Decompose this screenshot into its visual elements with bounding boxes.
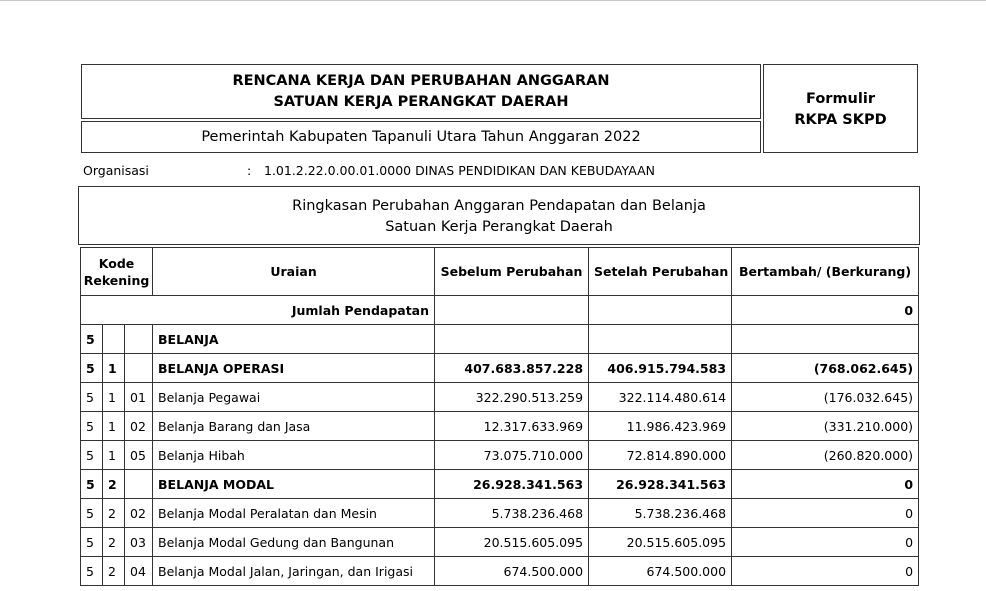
jumlah-pendapatan-setelah — [589, 296, 732, 325]
kode-level2-cell: 2 — [103, 528, 125, 557]
sebelum-perubahan-cell: 5.738.236.468 — [435, 499, 589, 528]
kode-level1-cell: 5 — [81, 412, 103, 441]
table-row — [81, 383, 919, 412]
uraian-cell: Belanja Barang dan Jasa — [153, 412, 435, 441]
setelah-perubahan-cell: 20.515.605.095 — [589, 528, 732, 557]
bertambah-berkurang-cell: (176.032.645) — [732, 383, 919, 412]
form-label: Formulir — [806, 91, 875, 107]
kode-level2-cell: 2 — [103, 557, 125, 586]
summary-heading-box — [78, 186, 920, 245]
table-row — [81, 470, 919, 499]
kode-level1-cell: 5 — [81, 354, 103, 383]
kode-level3-cell: 02 — [125, 499, 153, 528]
kode-level3-cell: 03 — [125, 528, 153, 557]
table-row — [81, 354, 919, 383]
uraian-cell: Belanja Modal Jalan, Jaringan, dan Irigasi — [153, 557, 435, 586]
kode-level2-cell: 2 — [103, 499, 125, 528]
sebelum-perubahan-cell: 322.290.513.259 — [435, 383, 589, 412]
document-subtitle: Pemerintah Kabupaten Tapanuli Utara Tahun Anggaran 2022 — [81, 121, 761, 153]
kode-level2-cell: 1 — [103, 383, 125, 412]
summary-heading-line2: Satuan Kerja Perangkat Daerah — [385, 219, 613, 235]
bertambah-berkurang-cell: (260.820.000) — [732, 441, 919, 470]
organization-colon: : — [247, 163, 252, 178]
kode-level3-cell: 01 — [125, 383, 153, 412]
jumlah-pendapatan-label: Jumlah Pendapatan — [81, 296, 435, 325]
document-title-box — [81, 64, 761, 119]
table-row — [81, 528, 919, 557]
jumlah-pendapatan-sebelum — [435, 296, 589, 325]
table-header-row — [81, 248, 919, 296]
header-setelah-perubahan: Setelah Perubahan — [589, 248, 732, 296]
uraian-cell: Belanja Hibah — [153, 441, 435, 470]
table-row — [81, 441, 919, 470]
sebelum-perubahan-cell — [435, 325, 589, 354]
setelah-perubahan-cell: 322.114.480.614 — [589, 383, 732, 412]
kode-level3-cell — [125, 354, 153, 383]
setelah-perubahan-cell: 72.814.890.000 — [589, 441, 732, 470]
kode-level3-cell — [125, 470, 153, 499]
sebelum-perubahan-cell: 20.515.605.095 — [435, 528, 589, 557]
sebelum-perubahan-cell: 407.683.857.228 — [435, 354, 589, 383]
kode-level1-cell: 5 — [81, 383, 103, 412]
bertambah-berkurang-cell: (331.210.000) — [732, 412, 919, 441]
bertambah-berkurang-cell — [732, 325, 919, 354]
setelah-perubahan-cell: 11.986.423.969 — [589, 412, 732, 441]
form-code-box — [763, 64, 918, 153]
kode-level1-cell: 5 — [81, 470, 103, 499]
kode-level2-cell: 2 — [103, 470, 125, 499]
document-title-line1: RENCANA KERJA DAN PERUBAHAN ANGGARAN — [232, 73, 610, 89]
header-sebelum-perubahan: Sebelum Perubahan — [435, 248, 589, 296]
organization-value: 1.01.2.22.0.00.01.0000 DINAS PENDIDIKAN DAN KEBUDAYAAN — [264, 163, 656, 178]
kode-level1-cell: 5 — [81, 499, 103, 528]
setelah-perubahan-cell — [589, 325, 732, 354]
kode-level3-cell: 02 — [125, 412, 153, 441]
uraian-cell: BELANJA OPERASI — [153, 354, 435, 383]
setelah-perubahan-cell: 674.500.000 — [589, 557, 732, 586]
sebelum-perubahan-cell: 73.075.710.000 — [435, 441, 589, 470]
kode-level1-cell: 5 — [81, 557, 103, 586]
sebelum-perubahan-cell: 674.500.000 — [435, 557, 589, 586]
kode-level1-cell: 5 — [81, 528, 103, 557]
jumlah-pendapatan-bertambah: 0 — [732, 296, 919, 325]
kode-level3-cell: 05 — [125, 441, 153, 470]
kode-level2-cell: 1 — [103, 412, 125, 441]
bertambah-berkurang-cell: 0 — [732, 499, 919, 528]
sebelum-perubahan-cell: 12.317.633.969 — [435, 412, 589, 441]
organization-label: Organisasi — [83, 163, 149, 178]
header-kode-rekening: Kode Rekening — [81, 248, 153, 296]
summary-heading-line1: Ringkasan Perubahan Anggaran Pendapatan dan Belanja — [292, 198, 706, 214]
setelah-perubahan-cell: 26.928.341.563 — [589, 470, 732, 499]
kode-level2-cell: 1 — [103, 441, 125, 470]
uraian-cell: Belanja Modal Gedung dan Bangunan — [153, 528, 435, 557]
kode-level2-cell: 1 — [103, 354, 125, 383]
table-row — [81, 557, 919, 586]
sebelum-perubahan-cell: 26.928.341.563 — [435, 470, 589, 499]
kode-level2-cell — [103, 325, 125, 354]
setelah-perubahan-cell: 5.738.236.468 — [589, 499, 732, 528]
bertambah-berkurang-cell: 0 — [732, 557, 919, 586]
kode-level1-cell: 5 — [81, 441, 103, 470]
bertambah-berkurang-cell: 0 — [732, 528, 919, 557]
bertambah-berkurang-cell: 0 — [732, 470, 919, 499]
bertambah-berkurang-cell: (768.062.645) — [732, 354, 919, 383]
kode-level3-cell: 04 — [125, 557, 153, 586]
kode-level1-cell: 5 — [81, 325, 103, 354]
top-divider — [0, 0, 986, 1]
uraian-cell: Belanja Modal Peralatan dan Mesin — [153, 499, 435, 528]
uraian-cell: Belanja Pegawai — [153, 383, 435, 412]
kode-level3-cell — [125, 325, 153, 354]
table-row — [81, 499, 919, 528]
setelah-perubahan-cell: 406.915.794.583 — [589, 354, 732, 383]
document-title-line2: SATUAN KERJA PERANGKAT DAERAH — [273, 94, 569, 110]
header-uraian: Uraian — [153, 248, 435, 296]
uraian-cell: BELANJA — [153, 325, 435, 354]
uraian-cell: BELANJA MODAL — [153, 470, 435, 499]
form-code: RKPA SKPD — [794, 112, 887, 128]
table-row — [81, 412, 919, 441]
budget-table — [80, 247, 919, 586]
jumlah-pendapatan-row — [81, 296, 919, 325]
header-bertambah-berkurang: Bertambah/ (Berkurang) — [732, 248, 919, 296]
table-row — [81, 325, 919, 354]
